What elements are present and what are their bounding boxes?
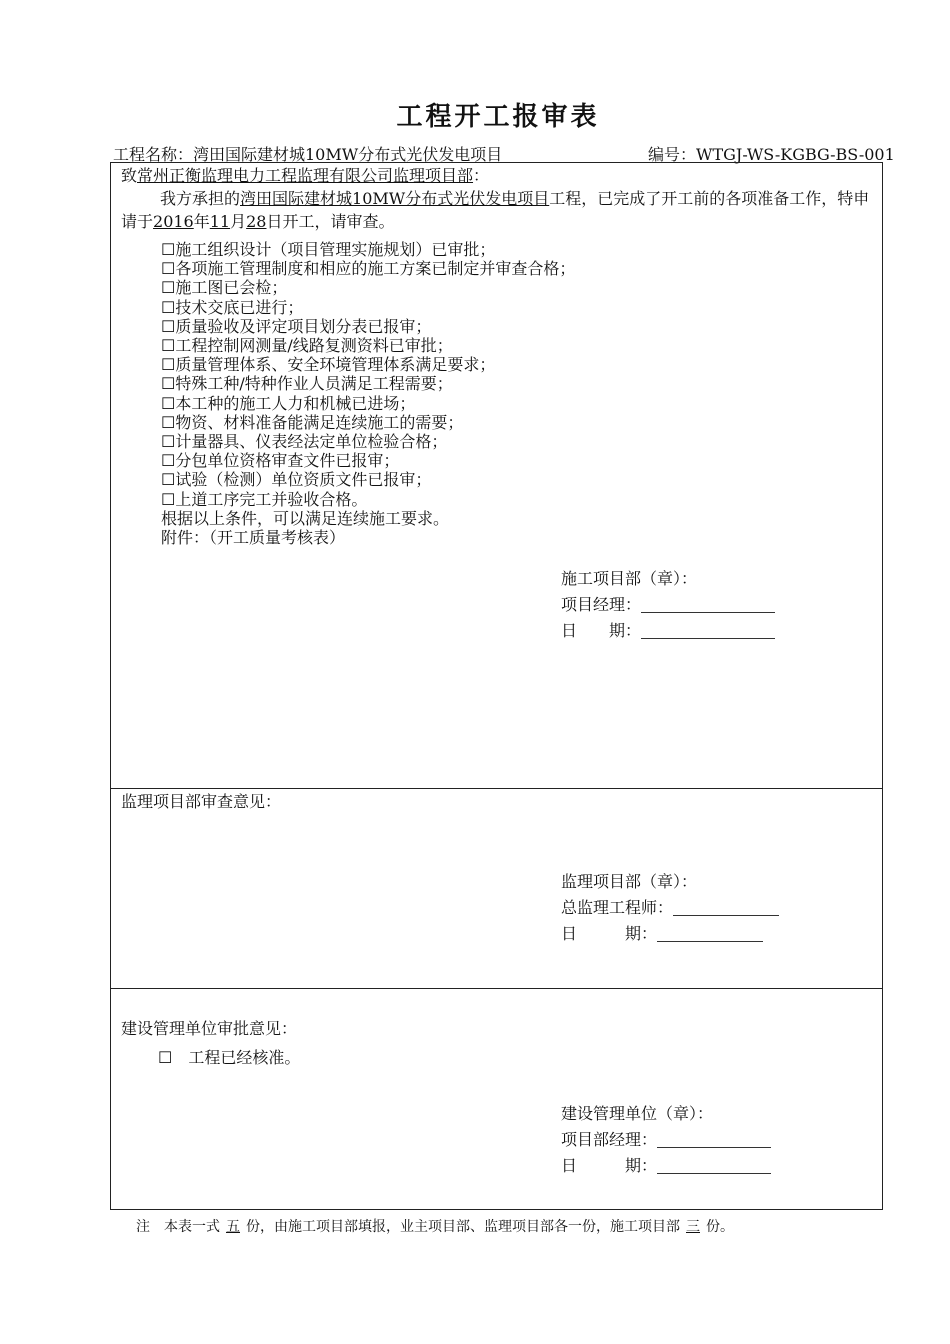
owner-seal-label: 建设管理单位（章）： [561,1104,714,1123]
attachment-text: 附件：（开工质量考核表） [161,528,346,548]
checklist-item[interactable]: ☐本工种的施工人力和机械已进场； [161,393,416,413]
footer-note [136,1216,734,1236]
copies-total: 五 [226,1219,240,1235]
checklist-item[interactable]: ☐施工图已会检； [161,278,288,298]
para-project: 湾田国际建材城10MW分布式光伏发电项目 [240,189,550,208]
checklist-item[interactable]: ☐施工组织设计（项目管理实施规划）已审批； [161,240,496,259]
supervision-seal-label: 监理项目部（章）： [561,872,698,891]
para-end: 日开工，请审查。 [266,212,395,231]
para-before: 我方承担的 [160,189,241,208]
checklist-item[interactable]: ☐特殊工种/特种作业人员满足工程需要； [161,374,453,394]
owner-date-field[interactable] [657,1157,771,1174]
addressee-prefix: 致 [121,166,138,185]
checklist-item[interactable]: ☐计量器具、仪表经法定单位检验合格； [161,432,448,452]
project-name: 工程名称：湾田国际建材城10MW分布式光伏发电项目 [113,145,503,164]
checklist-item[interactable]: ☐物资、材料准备能满足连续施工的需要； [161,412,464,432]
approval-checkbox[interactable]: ☐ 工程已经核准。 [158,1048,301,1067]
construction-date-label: 日 期： [561,621,642,640]
start-day[interactable]: 28 [246,212,267,231]
construction-signature-block [561,566,775,644]
addressee-suffix: ： [473,166,490,185]
addressee-unit: 常州正衡监理电力工程监理有限公司监理项目部 [137,166,474,185]
para-after: 工程，已完成了开工前的各项准备工作，特申请于 [121,189,870,231]
month-unit: 月 [230,212,247,231]
checklist-item[interactable]: ☐试验（检测）单位资质文件已报审； [161,470,432,490]
form-title: 工程开工报审表 [396,102,600,132]
application-paragraph [121,187,873,233]
supervision-signature-block [561,869,779,947]
addressee-line [121,166,489,185]
owner-manager-label: 项目部经理： [561,1130,658,1149]
project-manager-label: 项目经理： [561,595,642,614]
checklist-item[interactable]: ☐上道工序完工并验收合格。 [161,489,368,509]
supervision-section [111,789,882,989]
supervision-heading: 监理项目部审查意见： [121,792,282,811]
approval-form [110,162,883,1210]
start-year[interactable]: 2016 [153,212,194,231]
owner-manager-field[interactable] [657,1131,771,1148]
chief-engineer-field[interactable] [673,899,779,916]
supervision-date-label: 日 期： [561,924,658,943]
checklist-item[interactable]: ☐分包单位资格审查文件已报审； [161,451,400,471]
construction-seal-label: 施工项目部（章）： [561,569,698,588]
checklist-item[interactable]: ☐各项施工管理制度和相应的施工方案已制定并审查合格； [161,259,576,279]
owner-signature-block [561,1101,771,1179]
checklist-item[interactable]: ☐质量验收及评定项目划分表已报审； [161,316,432,336]
checklist [161,240,575,547]
conclusion-text: 根据以上条件，可以满足连续施工要求。 [161,508,450,528]
owner-approval-section [111,989,882,1211]
note-middle: 份，由施工项目部填报，业主项目部、监理项目部各一份，施工项目部 [246,1219,680,1235]
form-code: 编号：WTGJ-WS-KGBG-BS-001 [648,145,895,164]
note-suffix: 份。 [706,1219,734,1235]
owner-date-label: 日 期： [561,1156,658,1175]
start-month[interactable]: 11 [209,212,231,231]
checklist-item[interactable]: ☐技术交底已进行； [161,297,304,317]
checklist-item[interactable]: ☐质量管理体系、安全环境管理体系满足要求； [161,355,496,375]
copies-construction: 三 [686,1219,700,1235]
owner-heading: 建设管理单位审批意见： [121,1019,298,1038]
application-section [111,163,882,789]
year-unit: 年 [193,212,210,231]
construction-date-field[interactable] [641,622,775,639]
note-prefix: 注 本表一式 [136,1219,220,1235]
checklist-item[interactable]: ☐工程控制网测量/线路复测资料已审批； [161,336,453,356]
supervision-date-field[interactable] [657,925,763,942]
chief-engineer-label: 总监理工程师： [561,898,674,917]
project-manager-field[interactable] [641,596,775,613]
